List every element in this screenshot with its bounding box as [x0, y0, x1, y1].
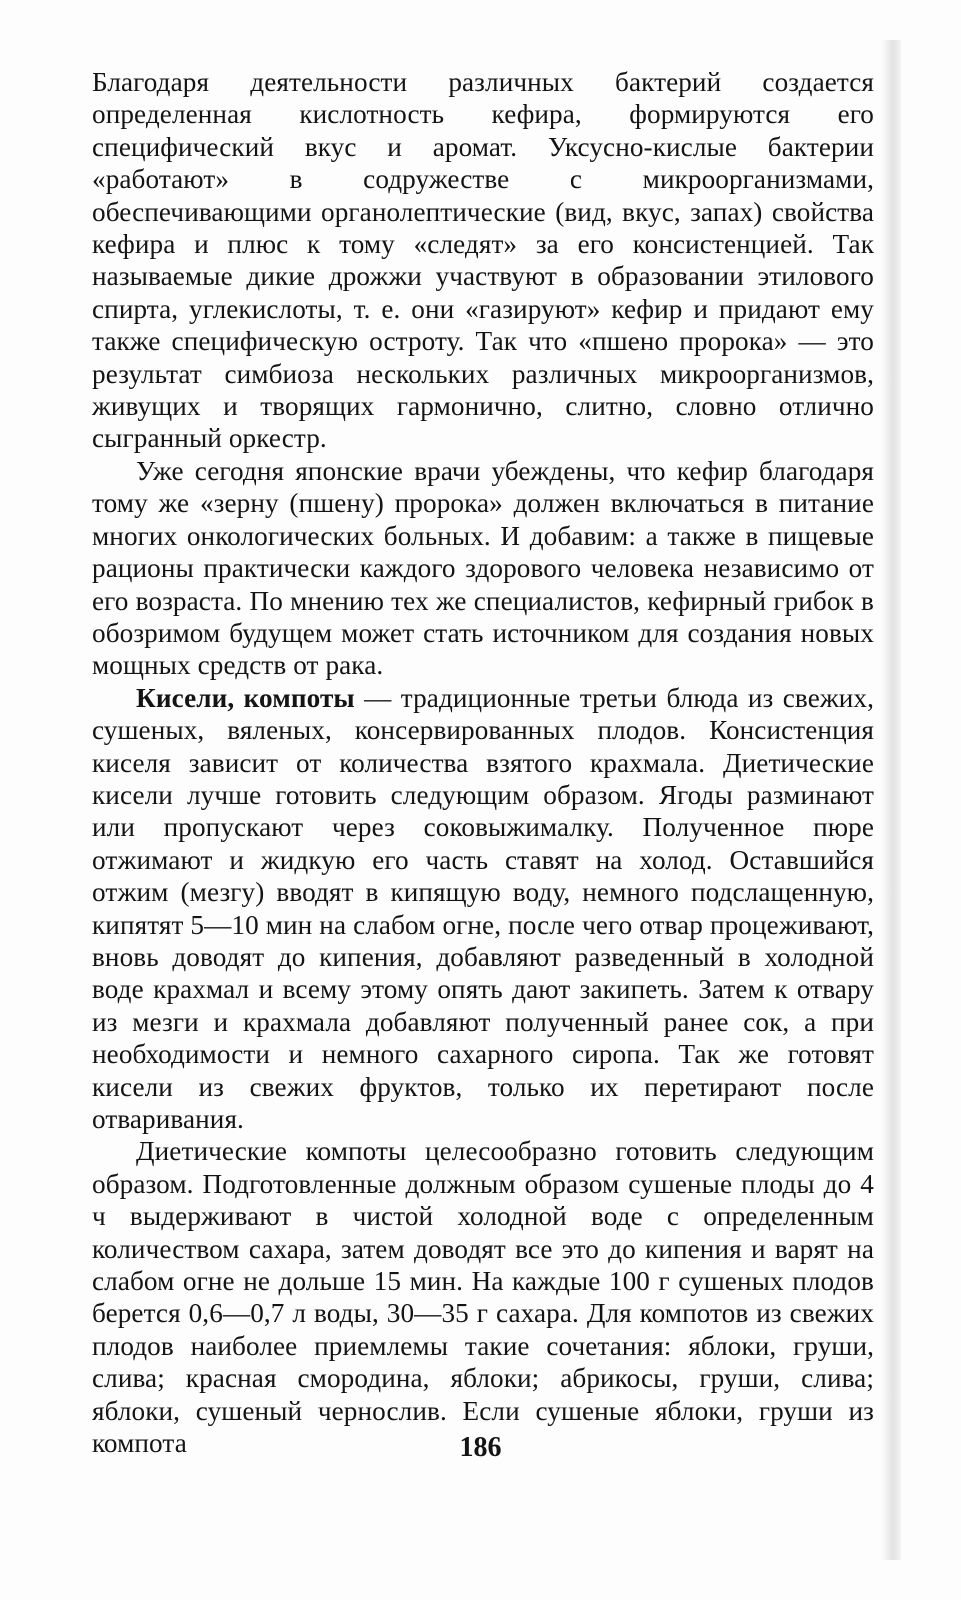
body-text — [92, 66, 874, 1459]
paragraph-compote: Диетические компоты целесообразно готовить следующим образом. Подготовленные должным образом сушеные плоды до 4 ч выдерживают в чистой холодной воде с определенным количеством сахара, затем доводят все это до кипения и варят на слабом огне не дольше 15 мин. На каждые 100 г сушеных плодов берется 0,6—0,7 л воды, 30—35 г сахара. Для компотов из свежих плодов наиболее приемлемы такие сочетания: яблоки, груши, слива; красная смородина, яблоки; абрикосы, груши, слива; яблоки, сушеный чернослив. Если сушеные яблоки, груши из компота — [92, 1136, 874, 1459]
term-kiseli-kompoty: Кисели, компоты — [136, 682, 355, 713]
paragraph-kisel-text: — традиционные третьи блюда из свежих, сушеных, вяленых, консервированных плодов. Консистенция киселя зависит от количества взятого крахмала. Диетические кисели лучше готовить следующим образом. Ягоды разминают или пропускают через соковыжималку. Полученное пюре отжимают и жидкую его часть ставят на холод. Оставшийся отжим (мезгу) вводят в кипящую воду, немного подслащенную, кипятят 5—10 мин на слабом огне, после чего отвар процеживают, вновь доводят до кипения, добавляют разведенный в холодной воде крахмал и всему этому опять дают закипеть. Затем к отвару из мезги и крахмала добавляют полученный ранее сок, а при необходимости и немного сахарного сиропа. Так же готовят кисели из свежих фруктов, только их перетирают после отваривания. — [92, 682, 874, 1134]
paragraph-kisel — [92, 682, 874, 1136]
paragraph-kefir-oncology: Уже сегодня японские врачи убеждены, что кефир благодаря тому же «зерну (пшену) пророка» должен включаться в питание многих онкологических больных. И добавим: а также в пищевые рационы практически каждого здорового человека независимо от его возраста. По мнению тех же специалистов, кефирный грибок в обозримом будущем может стать источником для создания новых мощных средств от рака. — [92, 455, 874, 681]
paragraph-kefir-bacteria: Благодаря деятельности различных бактерий создается определенная кислотность кефира, формируются его специфический вкус и аромат. Уксусно-кислые бактерии «работают» в содружестве с микроорганизмами, обеспечивающими органолептические (вид, вкус, запах) свойства кефира и плюс к тому «следят» за его консистенцией. Так называемые дикие дрожжи участвуют в образовании этилового спирта, углекислоты, т. е. они «газируют» кефир и придают ему также специфическую остроту. Так что «пшено пророка» — это результат симбиоза нескольких различных микроорганизмов, живущих и творящих гармонично, слитно, словно отлично сыгранный оркестр. — [92, 67, 874, 454]
page-number: 186 — [459, 1432, 502, 1463]
page-edge-shadow — [881, 40, 901, 1560]
